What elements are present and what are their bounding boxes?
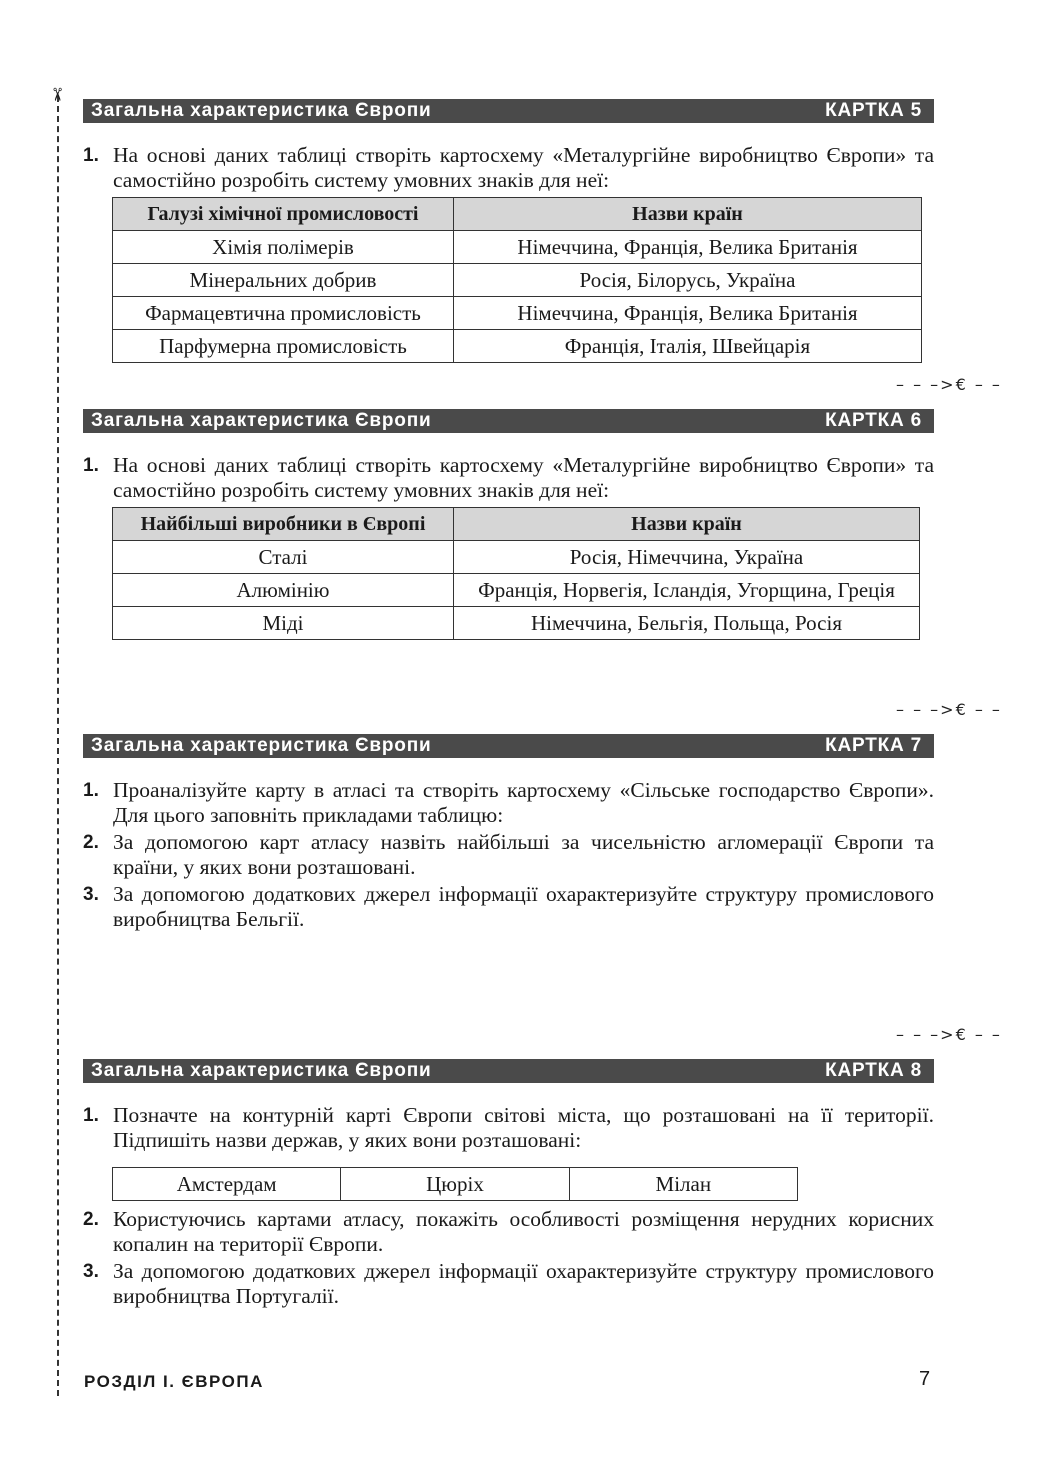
cut-separator: – – –>€ – – <box>896 375 1002 394</box>
table-cell: Алюмінію <box>113 574 454 607</box>
table-row <box>113 297 922 330</box>
task-number: 2. <box>83 832 99 853</box>
cut-separator: – – –>€ – – <box>896 700 1002 719</box>
table-cell: Парфумерна промисловість <box>113 330 454 363</box>
page-number: 7 <box>919 1368 931 1390</box>
table-cell: Франція, Норвегія, Ісландія, Угорщина, Греція <box>454 574 920 607</box>
table-cell: Амстердам <box>113 1168 341 1201</box>
task-list <box>83 778 934 932</box>
task-item <box>83 1259 934 1309</box>
task-list <box>83 453 934 503</box>
task-item <box>83 1207 934 1257</box>
card-5 <box>83 99 934 363</box>
table-cell: Міді <box>113 607 454 640</box>
cut-separator: – – –>€ – – <box>896 1025 1002 1044</box>
task-text: Позначте на контурній карті Європи світові міста, що розташовані на її території. Підпишіть назви держав, у яких вони розташовані: <box>113 1103 934 1152</box>
card-label: КАРТКА 7 <box>825 735 922 756</box>
card-label: КАРТКА 6 <box>825 410 922 431</box>
task-text: На основі даних таблиці створіть картосхему «Металургійне виробництво Європи» та самостійно розробіть систему умовних знаків для неї: <box>113 143 934 192</box>
table-cell: Сталі <box>113 541 454 574</box>
task-text: За допомогою карт атласу назвіть найбільші за чисельністю агломерації Європи та країни, у яких вони розташовані. <box>113 830 934 879</box>
table-cell: Хімія полімерів <box>113 231 454 264</box>
task-text: Користуючись картами атласу, покажіть особливості розміщення нерудних корисних копалин на території Європи. <box>113 1207 934 1256</box>
card-title: Загальна характеристика Європи <box>91 100 432 121</box>
table-header: Назви країн <box>454 508 920 541</box>
task-number: 2. <box>83 1209 99 1230</box>
card-title: Загальна характеристика Європи <box>91 1060 432 1081</box>
task-list <box>83 1103 934 1153</box>
table-header-row <box>113 508 920 541</box>
card-6 <box>83 409 934 640</box>
table-row <box>113 607 920 640</box>
card-header <box>83 1059 934 1083</box>
cut-line <box>57 96 59 1396</box>
task-item <box>83 1103 934 1153</box>
card-title: Загальна характеристика Європи <box>91 735 432 756</box>
table-cell: Росія, Білорусь, Україна <box>454 264 922 297</box>
task-item <box>83 882 934 932</box>
card-8 <box>83 1059 934 1311</box>
cities-table <box>112 1167 798 1201</box>
table-header: Найбільші виробники в Європі <box>113 508 454 541</box>
task-item <box>83 778 934 828</box>
table-header: Назви країн <box>454 198 922 231</box>
task-number: 3. <box>83 884 99 905</box>
task-list <box>83 1207 934 1309</box>
card-label: КАРТКА 5 <box>825 100 922 121</box>
table-row <box>113 231 922 264</box>
table-header: Галузі хімічної промисловості <box>113 198 454 231</box>
table-row <box>113 574 920 607</box>
scissors-icon: ✂ <box>46 86 68 103</box>
task-item <box>83 143 934 193</box>
card-label: КАРТКА 8 <box>825 1060 922 1081</box>
table-cell: Німеччина, Франція, Велика Британія <box>454 297 922 330</box>
table-header-row <box>113 198 922 231</box>
table-cell: Мілан <box>569 1168 797 1201</box>
table-cell: Мінеральних добрив <box>113 264 454 297</box>
card-header <box>83 99 934 123</box>
table-row <box>113 541 920 574</box>
table-cell: Німеччина, Бельгія, Польща, Росія <box>454 607 920 640</box>
table-cell: Фармацевтична промисловість <box>113 297 454 330</box>
task-item <box>83 830 934 880</box>
table-row <box>113 1168 798 1201</box>
table-cell: Росія, Німеччина, Україна <box>454 541 920 574</box>
task-text: Проаналізуйте карту в атласі та створіть картосхему «Сільське господарство Європи». Для цього заповніть прикладами таблицю: <box>113 778 934 827</box>
task-number: 1. <box>83 780 99 801</box>
table-cell: Франція, Італія, Швейцарія <box>454 330 922 363</box>
card-header <box>83 734 934 758</box>
task-number: 3. <box>83 1261 99 1282</box>
task-text: За допомогою додаткових джерел інформації охарактеризуйте структуру промислового виробництва Бельгії. <box>113 882 934 931</box>
table-cell: Цюріх <box>341 1168 569 1201</box>
card-header <box>83 409 934 433</box>
task-item <box>83 453 934 503</box>
task-number: 1. <box>83 1105 99 1126</box>
task-number: 1. <box>83 455 99 476</box>
card-title: Загальна характеристика Європи <box>91 410 432 431</box>
table-row <box>113 264 922 297</box>
task-text: За допомогою додаткових джерел інформації охарактеризуйте структуру промислового виробництва Португалії. <box>113 1259 934 1308</box>
chemistry-table <box>112 197 922 363</box>
task-number: 1. <box>83 145 99 166</box>
task-list <box>83 143 934 193</box>
table-cell: Німеччина, Франція, Велика Британія <box>454 231 922 264</box>
card-7 <box>83 734 934 934</box>
section-footer: РОЗДІЛ І. ЄВРОПА <box>84 1372 264 1391</box>
table-row <box>113 330 922 363</box>
task-text: На основі даних таблиці створіть картосхему «Металургійне виробництво Європи» та самостійно розробіть систему умовних знаків для неї: <box>113 453 934 502</box>
metallurgy-table <box>112 507 920 640</box>
